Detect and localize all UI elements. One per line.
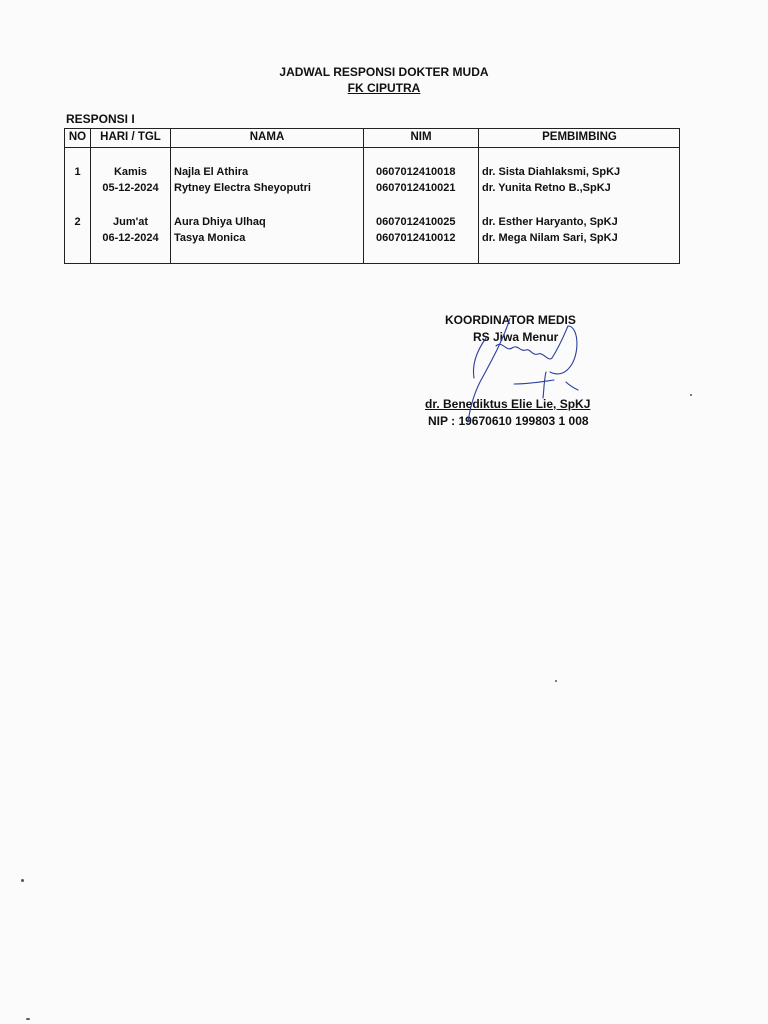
signature-stroke xyxy=(514,380,554,384)
signature-stroke xyxy=(543,372,546,398)
supervisor-name: dr. Sista Diahlaksmi, SpKJ xyxy=(482,166,621,178)
student-name: Rytney Electra Sheyoputri xyxy=(174,182,311,194)
document-title: JADWAL RESPONSI DOKTER MUDA xyxy=(279,65,489,79)
supervisor-name: dr. Yunita Retno B.,SpKJ xyxy=(482,182,611,194)
supervisor-name: dr. Esther Haryanto, SpKJ xyxy=(482,216,618,228)
signature-stroke xyxy=(468,318,510,422)
signatory-nip: NIP : 19670610 199803 1 008 xyxy=(428,414,589,428)
scan-speck xyxy=(555,680,557,682)
student-nim: 0607012410025 xyxy=(376,216,456,228)
column-header-no: NO xyxy=(68,131,87,143)
column-header-pembimbing: PEMBIMBING xyxy=(542,131,617,143)
signature-stroke xyxy=(496,344,552,359)
column-header-nim: NIM xyxy=(410,131,432,143)
schedule-day: Jum'at xyxy=(112,216,148,228)
scan-speck xyxy=(21,879,24,882)
column-header-nama: NAMA xyxy=(249,131,285,143)
student-name: Tasya Monica xyxy=(174,232,246,244)
column-divider xyxy=(478,129,479,263)
header-divider xyxy=(65,147,679,148)
signature-stroke xyxy=(566,382,578,390)
row-number: 1 xyxy=(74,166,81,178)
signature-stroke xyxy=(474,338,487,378)
signature-stroke xyxy=(550,326,577,374)
student-name: Najla El Athira xyxy=(174,166,249,178)
signatory-name: dr. Benediktus Elie Lie, SpKJ xyxy=(425,397,591,411)
student-name: Aura Dhiya Ulhaq xyxy=(174,216,266,228)
column-divider xyxy=(363,129,364,263)
signatory-role: KOORDINATOR MEDIS xyxy=(445,313,576,327)
signatory-institution: RS Jiwa Menur xyxy=(473,330,559,344)
column-divider xyxy=(170,129,171,263)
scan-speck xyxy=(26,1018,30,1020)
handwritten-signature xyxy=(440,318,600,428)
student-nim: 0607012410018 xyxy=(376,166,456,178)
schedule-table xyxy=(64,128,680,264)
row-number: 2 xyxy=(74,216,81,228)
student-nim: 0607012410021 xyxy=(376,182,456,194)
schedule-date: 05-12-2024 xyxy=(102,182,159,194)
student-nim: 0607012410012 xyxy=(376,232,456,244)
document-subtitle xyxy=(0,81,768,95)
section-label: RESPONSI I xyxy=(66,112,135,126)
scan-speck xyxy=(690,394,692,396)
schedule-day: Kamis xyxy=(113,166,148,178)
supervisor-name: dr. Mega Nilam Sari, SpKJ xyxy=(482,232,618,244)
column-header-hari-tgl: HARI / TGL xyxy=(100,131,161,143)
schedule-date: 06-12-2024 xyxy=(102,232,159,244)
subtitle-text: FK CIPUTRA xyxy=(347,81,421,95)
